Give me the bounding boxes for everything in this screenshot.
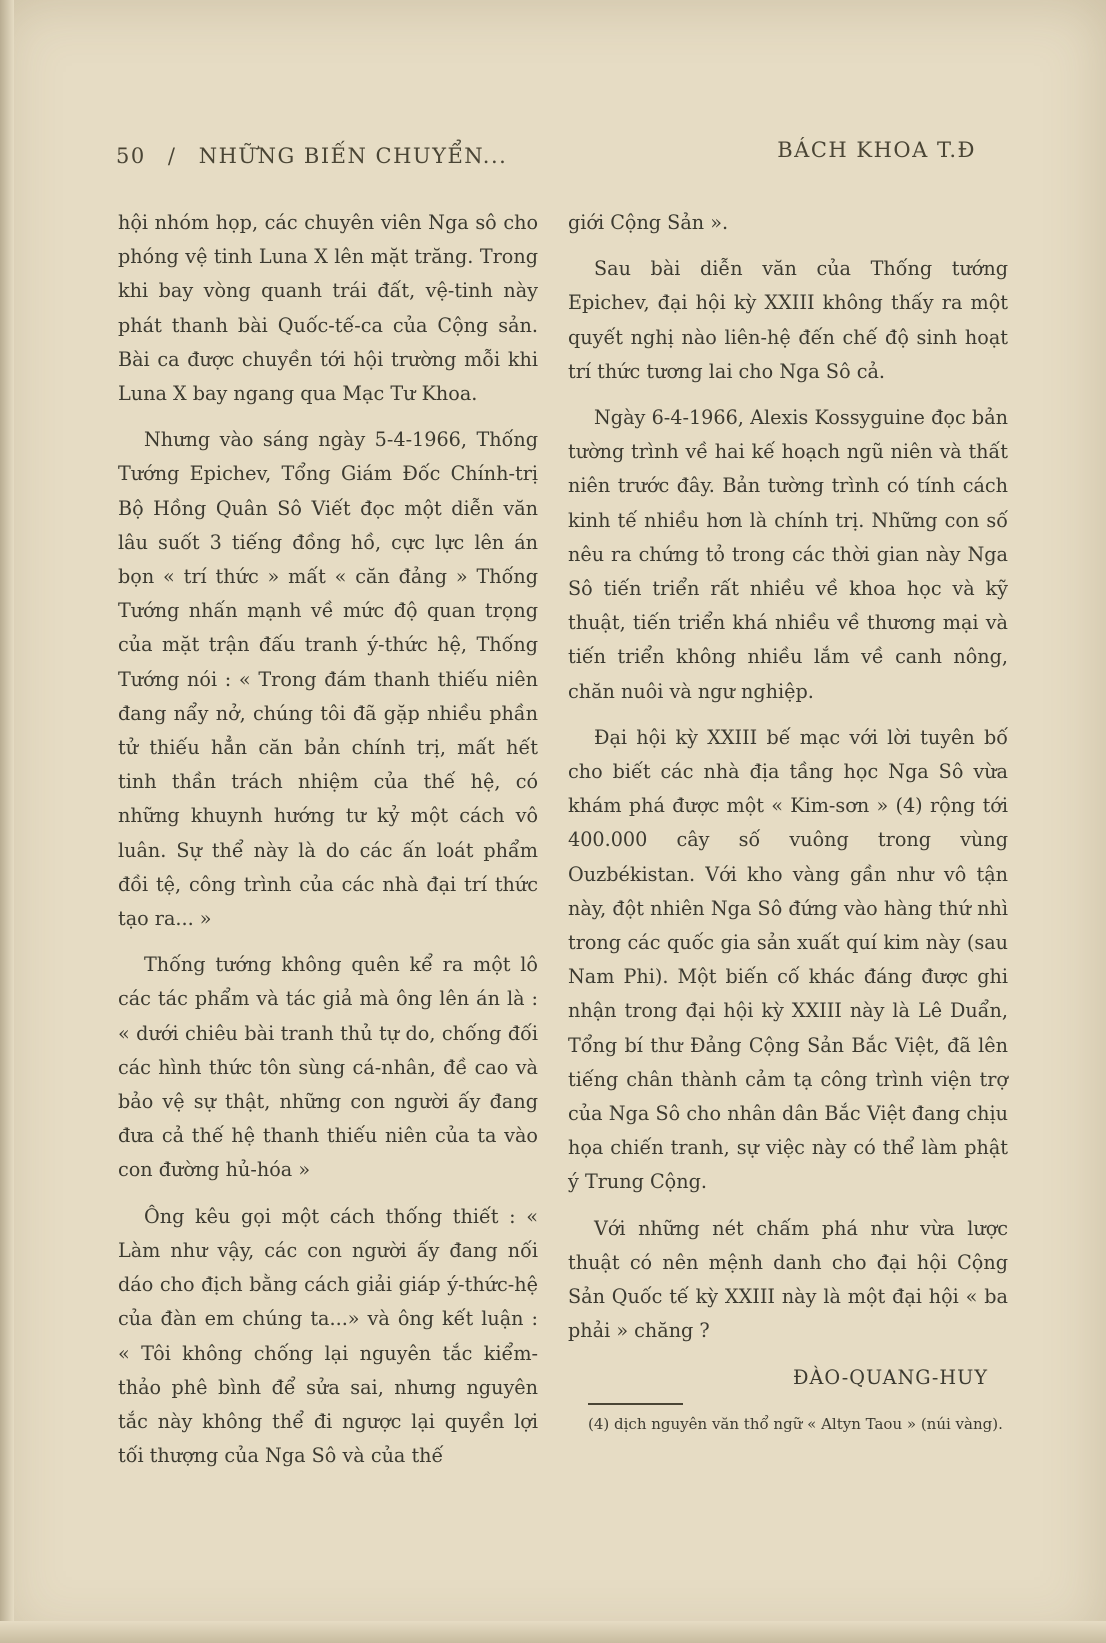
- left-paragraph-4: Ông kêu gọi một cách thống thiết : « Làm như vậy, các con người ấy đang nối dáo cho địch bằng cách giải giáp ý-thức-hệ của đàn em chúng ta...» và ông kết luận : « Tôi không chống lại nguyên tắc kiểm-thảo phê bình để sửa sai, nhưng nguyên tắc này không thể đi ngược lại quyền lợi tối thượng của Nga Sô và của thế: [118, 1204, 538, 1468]
- header-separator: /: [167, 144, 177, 168]
- footnote-rule: [588, 1403, 683, 1405]
- section-title: NHỮNG BIẾN CHUYỂN...: [198, 144, 508, 168]
- right-paragraph-1: giới Cộng Sản ».: [568, 211, 729, 234]
- right-paragraph-3: Ngày 6-4-1966, Alexis Kossyguine đọc bản tường trình về hai kế hoạch ngũ niên và thất niên trước đây. Bản tường trình có tính cách kinh tế nhiều hơn là chính trị. Những con số nêu ra chứng tỏ trong các thời gian này Nga Sô tiến triển rất nhiều về khoa học và kỹ thuật, tiến triển khá nhiều về thương mại và tiến triển không nhiều lắm về canh nông, chăn nuôi và ngư nghiệp.: [568, 406, 1008, 703]
- publication-name: BÁCH KHOA T.Đ: [777, 138, 976, 162]
- right-paragraph-4: Đại hội kỳ XXIII bế mạc với lời tuyên bố cho biết các nhà địa tầng học Nga Sô vừa khám phá được một « Kim-sơn » (4) rộng tới 400.000 cây số vuông trong vùng Ouzbékistan. Với kho vàng gần như vô tận này, đột nhiên Nga Sô đứng vào hàng thứ nhì trong các quốc gia sản xuất quí kim này (sau Nam Phi). Một biến cố khác đáng được ghi nhận trong đại hội kỳ XXIII này là Lê Duẩn, Tổng bí thư Đảng Cộng Sản Bắc Việt, đã lên tiếng chân thành cảm tạ công trình viện trợ của Nga Sô cho nhân dân Bắc Việt đang chịu họa chiến tranh, sự việc này có thể làm phật ý Trung Cộng.: [568, 725, 1008, 1194]
- page-edge-bottom: [0, 1621, 1106, 1643]
- left-paragraph-1: hội nhóm họp, các chuyên viên Nga sô cho phóng vệ tinh Luna X lên mặt trăng. Trong khi bay vòng quanh trái đất, vệ-tinh này phát thanh bài Quốc-tế-ca của Cộng sản. Bài ca được chuyền tới hội trường mỗi khi Luna X bay ngang qua Mạc Tư Khoa.: [118, 211, 538, 406]
- page-number: 50: [116, 144, 146, 168]
- header-left: [116, 144, 507, 168]
- right-paragraph-2: Sau bài diễn văn của Thống tướng Epichev, đại hội kỳ XXIII không thấy ra một quyết nghị nào liên-hệ đến chế độ sinh hoạt trí thức tương lai cho Nga Sô cả.: [568, 257, 1008, 383]
- left-column: [118, 206, 538, 1485]
- right-column: [568, 206, 1008, 1438]
- right-paragraph-5: Với những nét chấm phá như vừa lược thuật có nên mệnh danh cho đại hội Cộng Sản Quốc tế kỳ XXIII này là một đại hội « ba phải » chăng ?: [568, 1216, 1008, 1343]
- left-paragraph-2: Nhưng vào sáng ngày 5-4-1966, Thống Tướng Epichev, Tổng Giám Đốc Chính-trị Bộ Hồng Quân Sô Viết đọc một diễn văn lâu suốt 3 tiếng đồng hồ, cực lực lên án bọn « trí thức » mất « căn đảng » Thống Tướng nhấn mạnh về mức độ quan trọng của mặt trận đấu tranh ý-thức hệ, Thống Tướng nói : « Trong đám thanh thiếu niên đang nẩy nở, chúng tôi đã gặp nhiều phần tử thiếu hẳn căn bản chính trị, mất hết tinh thần trách nhiệm của thế hệ, có những khuynh hướng tư kỷ một cách vô luân. Sự thể này là do các ấn loát phẩm đồi tệ, công trình của các nhà đại trí thức tạo ra... »: [118, 428, 538, 931]
- running-header: [116, 138, 1046, 178]
- page-edge-left: [0, 0, 14, 1643]
- footnote: (4) dịch nguyên văn thổ ngữ « Altyn Taou » (núi vàng).: [588, 1414, 1003, 1433]
- author-signature: ĐÀO-QUANG-HUY: [793, 1365, 988, 1389]
- left-paragraph-3: Thống tướng không quên kể ra một lô các tác phẩm và tác giả mà ông lên án là : « dưới chiêu bài tranh thủ tự do, chống đối các hình thức tôn sùng cá-nhân, đề cao và bảo vệ sự thật, những con người ấy đang đưa cả thế hệ thanh thiếu niên của ta vào con đường hủ-hóa »: [118, 953, 538, 1182]
